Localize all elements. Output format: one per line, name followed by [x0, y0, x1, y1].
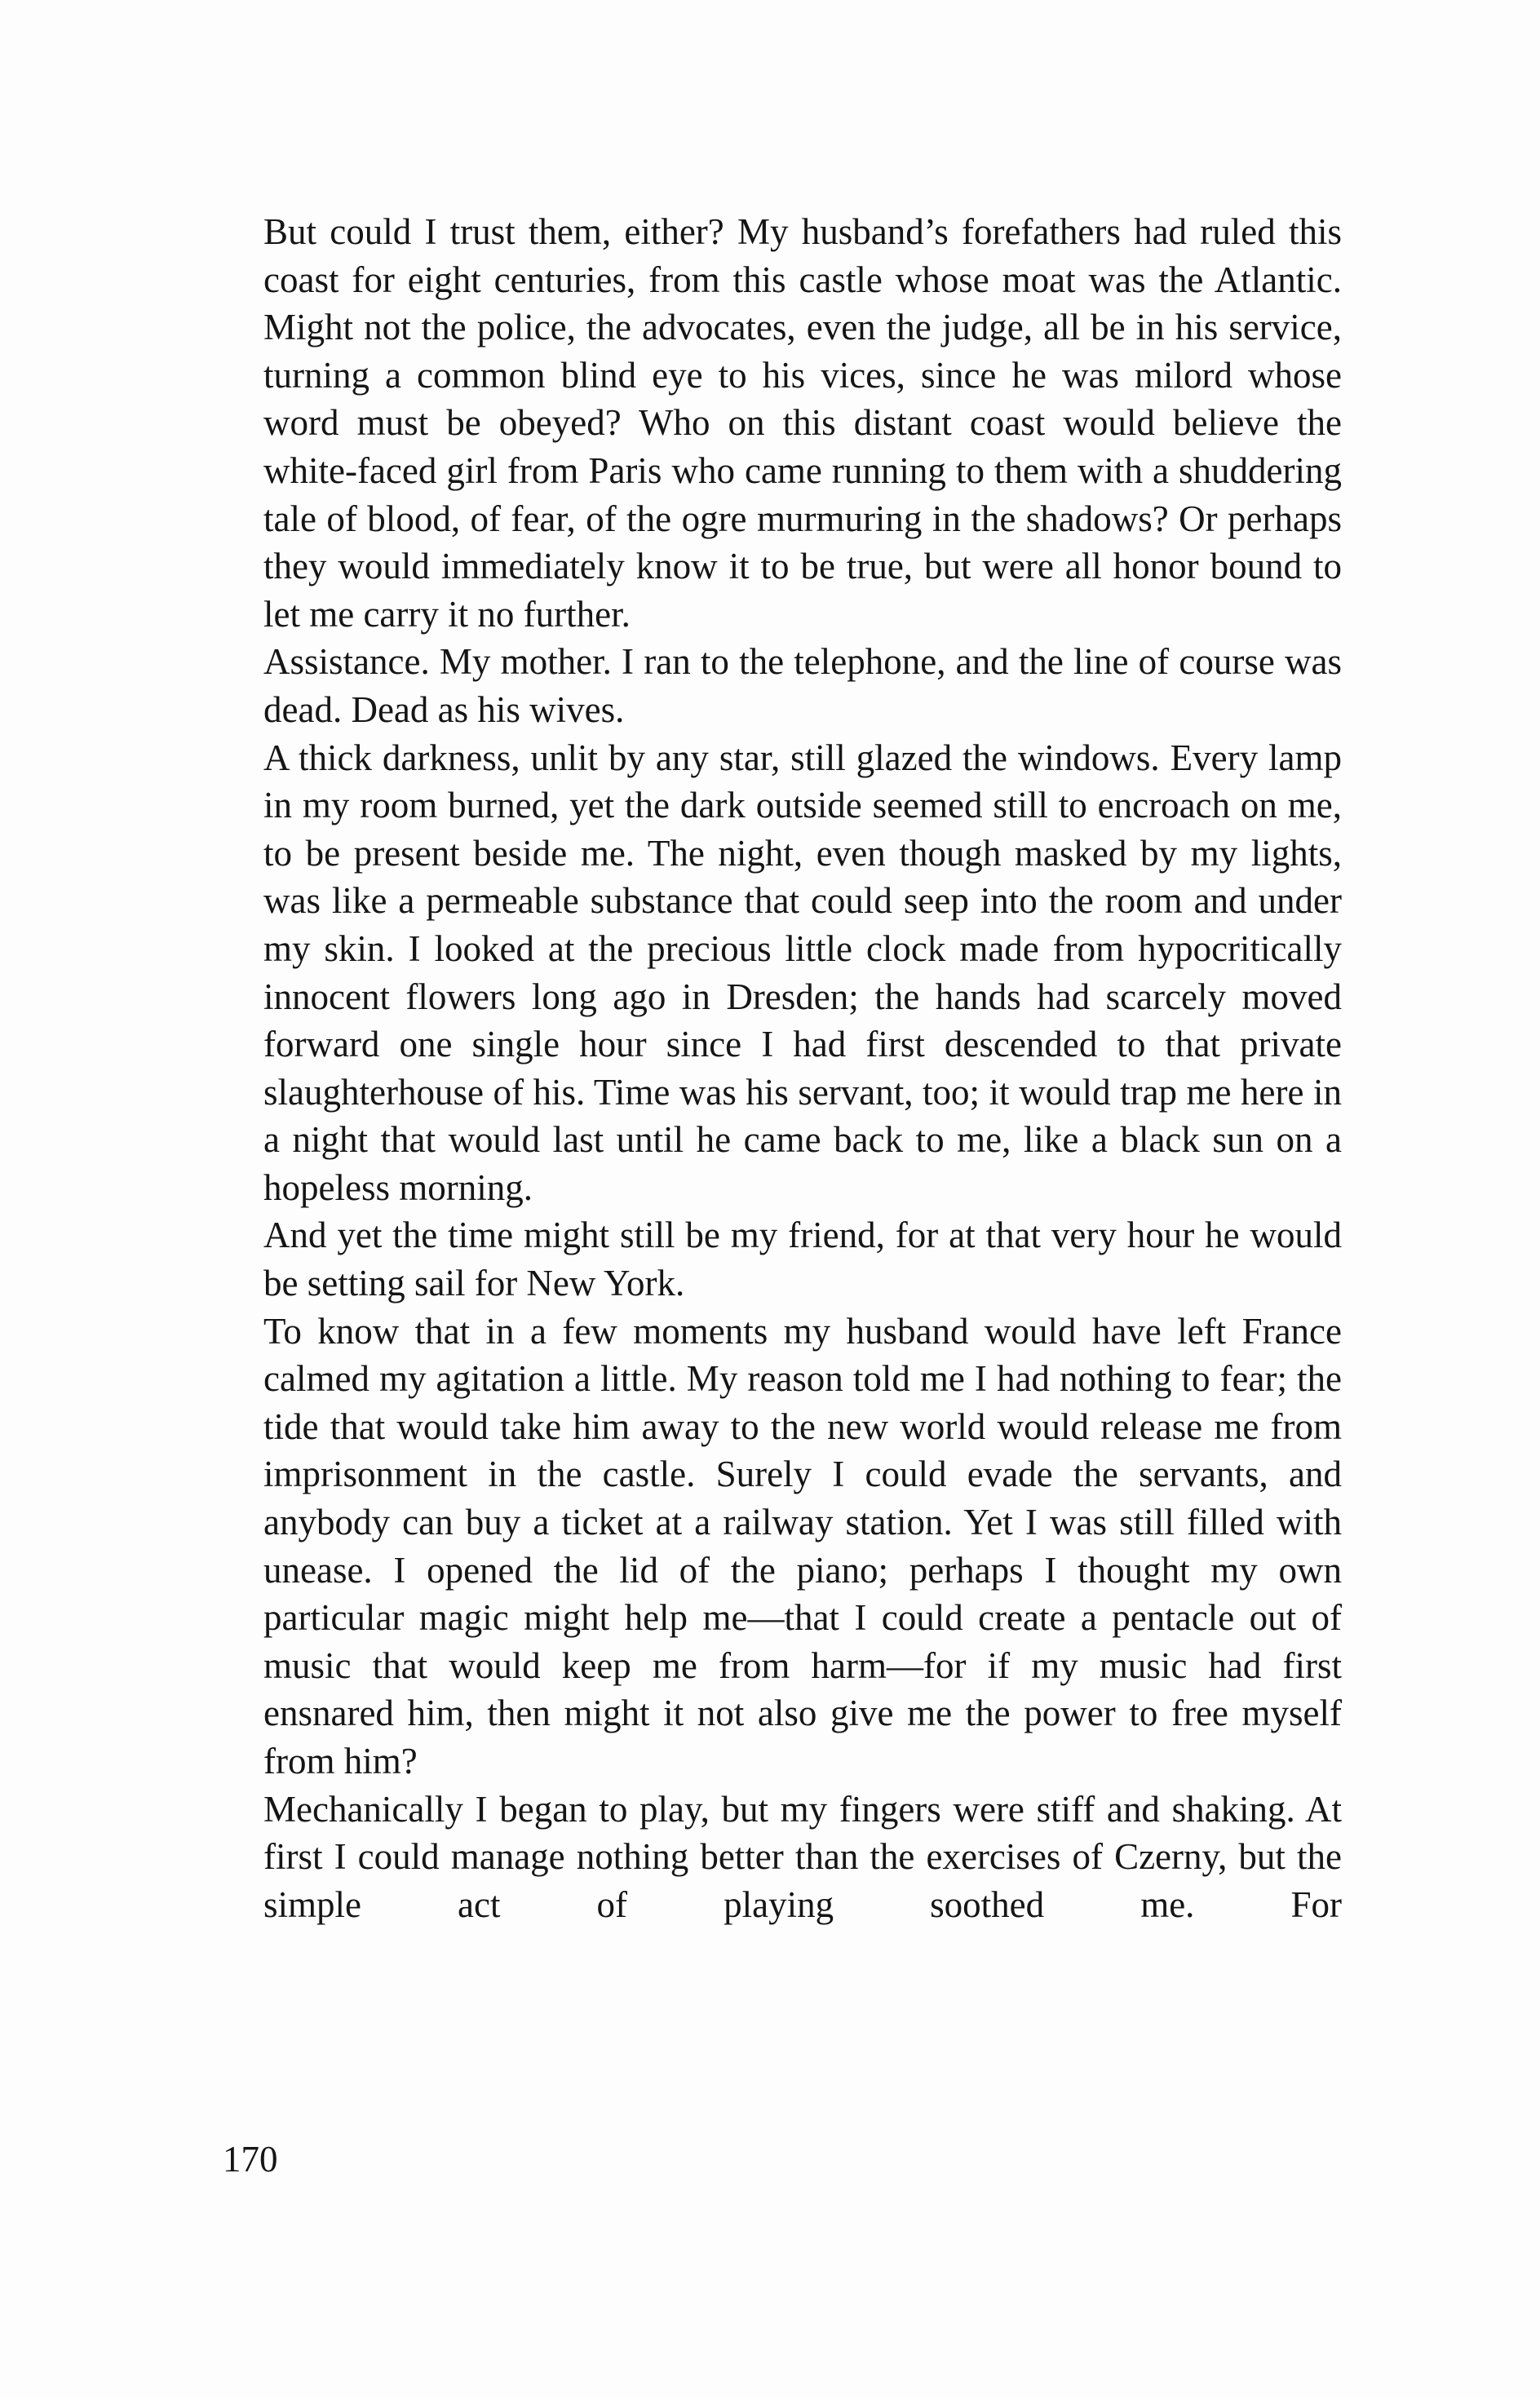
body-text: [263, 208, 1342, 1928]
paragraph-6: Mechanically I began to play, but my fingers were stiff and shaking. At first I could manage nothing better than the exercises of Czerny, but the simple act of playing soothed me. For: [263, 1788, 1342, 1925]
paragraph-4: And yet the time might still be my friend, for at that very hour he would be setting sail for New York.: [263, 1215, 1342, 1304]
paragraph-5: To know that in a few moments my husband would have left France calmed my agitation a little. My reason told me I had nothing to fear; the tide that would take him away to the new world would release me from imprisonment in the castle. Surely I could evade the servants, and anybody can buy a ticket at a railway station. Yet I was still filled with unease. I opened the lid of the piano; perhaps I thought my own particular magic might help me—that I could create a pentacle out of music that would keep me from harm—for if my music had first ensnared him, then might it not also give me the power to free myself from him?: [263, 1310, 1342, 1782]
paragraph-3: A thick darkness, unlit by any star, still glazed the windows. Every lamp in my room burned, yet the dark outside seemed still to encroach on me, to be present beside me. The night, even though masked by my lights, was like a permeable substance that could seep into the room and under my skin. I looked at the precious little clock made from hypocritically innocent flowers long ago in Dresden; the hands had scarcely moved forward one single hour since I had first descended to that private slaughterhouse of his. Time was his servant, too; it would trap me here in a night that would last until he came back to me, like a black sun on a hopeless morning.: [263, 737, 1342, 1208]
page-number: 170: [223, 2139, 278, 2180]
paragraph-2: Assistance. My mother. I ran to the telephone, and the line of course was dead. Dead as his wives.: [263, 641, 1342, 730]
paragraph-1: But could I trust them, either? My husband’s forefathers had ruled this coast for eight centuries, from this castle whose moat was the Atlantic. Might not the police, the advocates, even the judge, all be in his service, turning a common blind eye to his vices, since he was milord whose word must be obeyed? Who on this distant coast would believe the white-faced girl from Paris who came running to them with a shuddering tale of blood, of fear, of the ogre murmuring in the shadows? Or perhaps they would immediately know it to be true, but were all honor bound to let me carry it no further.: [263, 211, 1342, 635]
